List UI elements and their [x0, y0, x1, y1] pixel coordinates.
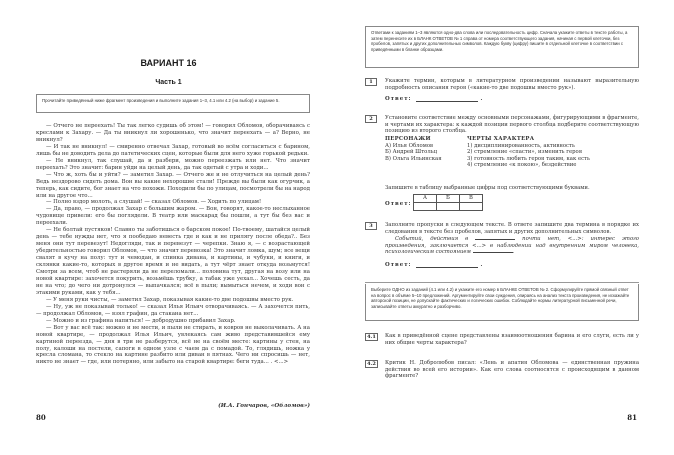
answer-line[interactable]	[416, 97, 478, 102]
table-header-a: А	[414, 195, 437, 203]
excerpt-paragraph: — Не вникнул, так слушай, да и разбери, можно переезжать или нет. Что значит переехать? Это значит: барин уйди на целый день, да так одетый с утра и ходи...	[36, 157, 310, 171]
task-number-badge: 2	[365, 115, 377, 123]
character-item: А) Илья Обломов	[385, 142, 434, 149]
answer-label: Ответ:	[385, 96, 412, 102]
trait-item: 2) стремление «спасти», изменить героя	[467, 149, 583, 156]
traits-column	[467, 136, 647, 169]
part-title: Часть 1	[155, 79, 182, 86]
answer-cell-a[interactable]	[414, 203, 437, 211]
divider	[365, 282, 639, 283]
task-number-badge: 4.1	[365, 333, 378, 341]
excerpt-paragraph: — Отчего не переехать! Ты так легко судишь об этом! — говорил Обломов, оборачиваясь с креслами к Захару. — Да ты вникнул ли хорошенько, что значит переехать — а? Верно, не вникнул?	[36, 123, 310, 143]
cloze-part: Событий, действия в	[395, 236, 469, 242]
excerpt-paragraph: — У меня руки чисты, — заметил Захар, показывая какие-то две подошвы вместо рук.	[46, 296, 294, 303]
table-header-v: В	[460, 195, 483, 203]
character-item: В) Ольга Ильинская	[385, 155, 442, 162]
task-number-badge: 1	[365, 78, 377, 86]
excerpt-paragraph: — Ну, уж не показывай только! — сказал Илья Ильич отворачиваясь. — А захочется пить, — продолжал Обломов, — взял графин, да стакана нет...	[36, 303, 310, 317]
matching-columns	[385, 136, 639, 170]
right-page	[337, 0, 674, 455]
column-header: ЧЕРТЫ ХАРАКТЕРА	[467, 136, 535, 142]
task-4-2	[365, 360, 639, 384]
task-text: Как в приведённой сцене представлены взаимоотношения барина и его слуги, есть ли у них общие черты характера?	[385, 333, 639, 346]
table-note: Запишите в таблицу выбранные цифры под соответствующими буквами.	[385, 185, 590, 191]
task-number-badge: 3	[365, 222, 377, 230]
blank-2[interactable]	[473, 249, 513, 253]
excerpt-paragraph: — Что ж, хоть бы и уйти? — заметил Захар. — Отчего же и не отлучиться на целый день? Ведь нездорово сидеть дома. Вон вы какие нехорошие стали! Прежде вы были как огурчик, а теперь, как сидите, бог знает на что похожи. Походили бы по улицам, посмотрели бы на народ или на другое что...	[36, 171, 310, 199]
page-number: 80	[36, 413, 46, 422]
characters-column	[385, 136, 465, 162]
blank-1[interactable]	[475, 236, 515, 240]
trait-item: 1) дисциплинированность, активность	[467, 142, 575, 149]
task-3	[365, 222, 639, 277]
excerpt-paragraph: — Вот у вас всё так: можно и не мести, и пыли не стирать, и ковров не выколачивать. А на новой квартире, — продолжал Илья Ильич, увлекаясь сам живо представившейся ему картиной переезда, — дня в три не разберутся, всё не на своём месте: картины у стен, на полу, калоши на постели, сапоги в одном узле с чаем да с помадой. То, глядишь, ножка у кресла сломана, то стекло на картине разбито или диван в пятнах. Чего ни спросишь — нет, никто не знает — где, или потеряно, или забыто на старой квартире: беги туда... . <...>	[36, 324, 310, 366]
variant-title: ВАРИАНТ 16	[140, 58, 197, 68]
task-1	[365, 78, 639, 110]
excerpt-paragraph: — Не болтай пустяков! Славно ты заботишься о барском покое! По-твоему, шатайся целый день — тебе нужды нет, что я пообедаю невесть где и как и не прилягу после обеда?.. Без меня они тут перевезут! Недогляди, так и перевезут — черепки. Знаю я, — с возрастающей убедительностью говорил Обломов, — что значит перевозка! Это значит ломка, шум; все вещи свалят в кучу на полу: тут и чемодан, и спинка дивана, и картины, и чубуки, и книги, и склянки какие-то, которых в другое время и не видать, а тут чёрт знает откуда возьмутся! Смотри за всем, чтоб не растеряли да не переломали... половина тут, другая на возу или на новой квартире: захочется покурить, возьмёшь трубку, а табак уже уехал... Хочешь сесть, да не на что; до чего ни дотронулся — выпачкался; всё в пыли; вымыться нечем, и ходи вон с этакими руками, как у тебя...	[36, 227, 310, 296]
task-text: Укажите термин, которым в литературном произведении называют выразительную подробность описания героя («какие-то две подошвы вместо рук»).	[385, 78, 639, 91]
reading-instruction-box: Прочитайте приведённый ниже фрагмент произведения и выполните задания 1–3, 4.1 или 4.2 (на выбор) и задание 5.	[36, 94, 310, 113]
task-text: Заполните пропуски в следующем тексте. В ответе запишите два термина в порядке их следования в тексте без пробелов, запятых и других дополнительных символов.	[385, 222, 639, 235]
cloze-text: Событий, действия в почти нет, <...>: интерес этого произведения, заключается <...> в наблюдении над внутренним миром человека, психологическим состоянием .	[385, 236, 639, 256]
answer-label-2: Ответ:	[385, 201, 412, 207]
excerpt-paragraph: — И так не вникнул! — смиренно отвечал Захар, готовый во всём согласиться с барином, лишь бы не доводить дела до патетических сцен, которые были для него хуже горькой редьки.	[36, 143, 310, 157]
excerpt-paragraph: — Да, право, — продолжал Захар с большим жаром. — Вон, говорят, какое-то неслыханное чудовище привели: его бы поглядели. В театр или маскарад бы пошли, а тут бы без вас и переехали.	[36, 206, 310, 227]
answer-label: Ответ:	[385, 262, 412, 268]
character-item: Б) Андрей Штольц	[385, 149, 438, 156]
task-number-badge: 4.2	[365, 360, 378, 368]
answer-cell-v[interactable]	[460, 203, 483, 211]
answer-cell-b[interactable]	[437, 203, 460, 211]
answer-table	[413, 194, 483, 211]
answer-field-3[interactable]: Ответ: .	[385, 262, 484, 268]
answer-instruction-box: Ответами к заданиям 1–3 являются одно-два слова или последовательность цифр. Сначала укажите ответы в тексте работы, а затем перенесите их в БЛАНК ОТВЕТОВ № 1 справа от номера соответствующего задания, начиная с первой клеточки, без пробелов, запятых и других дополнительных символов. Каждую букву (цифру) пишите в отдельной клеточке в соответствии с приведёнными в бланке образцами.	[365, 26, 639, 68]
excerpt-paragraph: — Полно вздор молоть, а слушай! — сказал Обломов. — Ходить по улицам!	[46, 199, 262, 206]
excerpt-paragraph: — Можно и из графина напиться! — добродушно прибавил Захар.	[46, 317, 236, 324]
answer-line[interactable]	[416, 263, 478, 268]
page-number: 81	[627, 413, 637, 422]
column-header: ПЕРСОНАЖИ	[385, 136, 431, 142]
table-header-b: Б	[437, 195, 460, 203]
trait-item: 4) стремление «к покою», бездействие	[467, 162, 577, 169]
trait-item: 3) готовность любить героя таким, как есть	[467, 155, 590, 162]
literary-excerpt	[36, 123, 310, 366]
essay-instruction-box: Выберите ОДНО из заданий (4.1 или 4.2) и укажите его номер в БЛАНКЕ ОТВЕТОВ № 2. Сформулируйте прямой связный ответ на вопрос в объёме 5–10 предложений. Аргументируйте свои суждения, опираясь на анализ текста произведения, не искажайте авторской позиции, не допускайте фактических и логических ошибок. Соблюдайте нормы литературной письменной речи, записывайте ответы аккуратно и разборчиво.	[365, 284, 639, 321]
answer-field-1[interactable]: Ответ: .	[385, 96, 484, 102]
excerpt-attribution: (И.А. Гончаров, «Обломов»)	[218, 403, 310, 409]
cloze-part: почти нет, <...>: интерес этого произведения, заключается <...> в наблюдении над внутренним миром человека, психологическим состоянием	[385, 236, 639, 256]
task-4-1	[365, 333, 639, 349]
task-2	[365, 115, 639, 215]
task-text: Установите соответствие между основными персонажами, фигурирующими в фрагменте, и чертами их характера: к каждой позиции первого столбца подберите соответствующую позицию из второго столбца.	[385, 115, 639, 135]
task-text: Критик Н. Добролюбов писал: «Лень и апатия Обломова — единственная пружина действия во всей его истории». Как его слова соотносятся с происходящим в данном фрагменте?	[385, 360, 639, 380]
